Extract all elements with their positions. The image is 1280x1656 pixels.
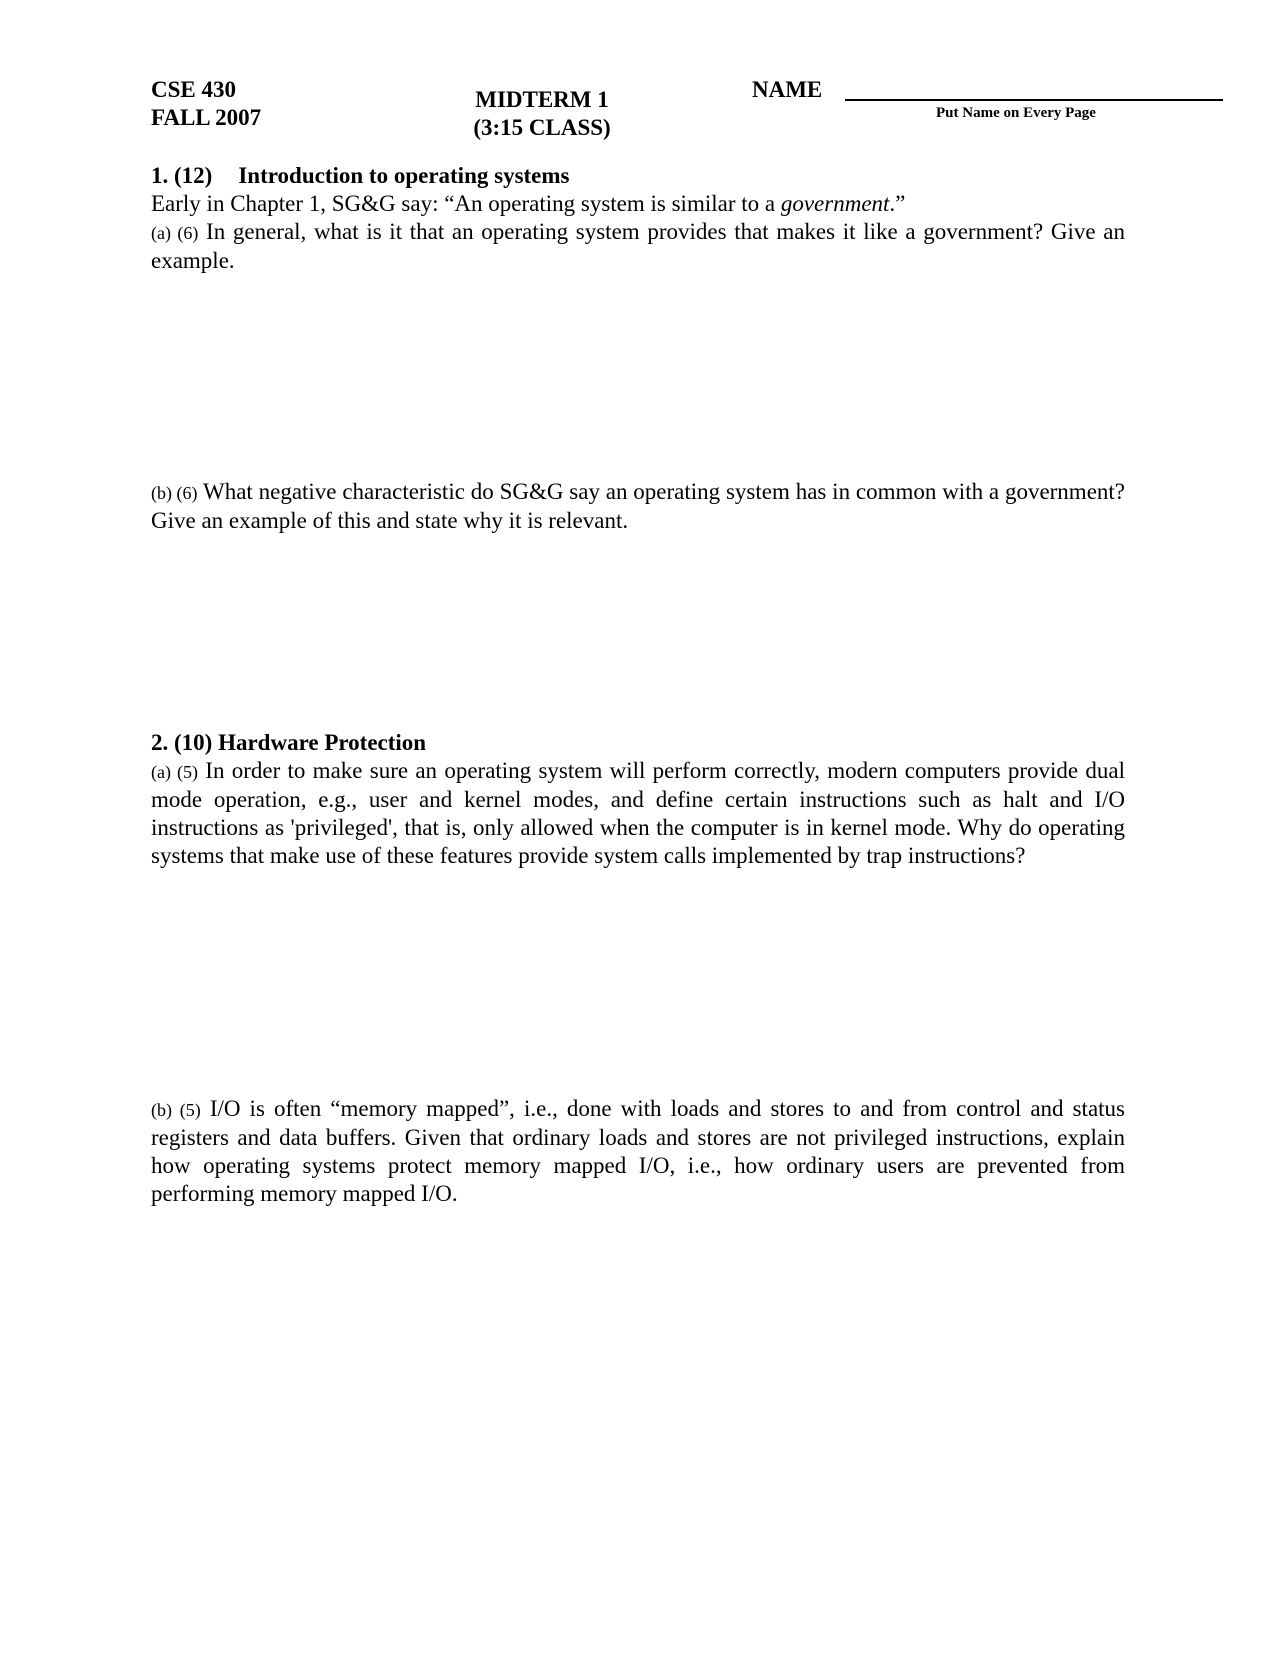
question-2a <box>151 757 1125 870</box>
question-1b <box>151 478 1125 535</box>
name-note: Put Name on Every Page <box>936 105 1096 121</box>
question-1-title: Introduction to operating systems <box>238 163 570 188</box>
question-1-intro-suffix: .” <box>889 191 906 216</box>
question-1-number: 1. (12) <box>151 163 213 188</box>
question-2-number: 2. (10) <box>151 730 213 755</box>
question-1a <box>151 218 1125 275</box>
question-2-title: Hardware Protection <box>218 730 427 755</box>
question-2b <box>151 1095 1125 1208</box>
question-2b-label: (b) (5) <box>151 1100 201 1120</box>
exam-class: (3:15 CLASS) <box>473 115 611 140</box>
question-1a-label: (a) (6) <box>151 223 199 243</box>
name-field-block <box>752 76 822 104</box>
course-code: CSE 430 <box>151 77 236 102</box>
question-1-heading <box>151 162 1125 190</box>
course-term: FALL 2007 <box>151 105 262 130</box>
question-1a-text: In general, what is it that an operating system provides that makes it like a government? Give an example. <box>151 219 1126 273</box>
question-1b-text: What negative characteristic do SG&G say an operating system has in common with a government? Give an example of this and state why it is relevant. <box>151 479 1126 533</box>
name-label: NAME <box>752 77 823 102</box>
question-2b-text: I/O is often “memory mapped”, i.e., done with loads and stores to and from control and status registers and data buffers. Given that ordinary loads and stores are not privileged instructions, explain how operating systems protect memory mapped I/O, i.e., how ordinary users are prevented from performing memory mapped I/O. <box>151 1096 1125 1206</box>
question-1b-label: (b) (6) <box>151 483 198 503</box>
question-2a-text: In order to make sure an operating system will perform correctly, modern computers provide dual mode operation, e.g., user and kernel modes, and define certain instructions such as halt and I/O instructions as 'privileged', that is, only allowed when the computer is in kernel mode. Why do operating systems that make use of these features provide system calls implemented by trap instructions? <box>151 758 1126 868</box>
exam-title: MIDTERM 1 <box>475 87 609 112</box>
question-1-intro-text: Early in Chapter 1, SG&G say: “An operating system is similar to a <box>151 191 781 216</box>
question-1-intro <box>151 190 1125 218</box>
course-block <box>151 76 261 132</box>
question-2-heading <box>151 729 1125 757</box>
exam-title-block <box>442 86 642 142</box>
question-1-intro-emphasis: government <box>780 191 890 216</box>
name-write-line[interactable] <box>845 99 1223 101</box>
question-2a-label: (a) (5) <box>151 762 198 782</box>
